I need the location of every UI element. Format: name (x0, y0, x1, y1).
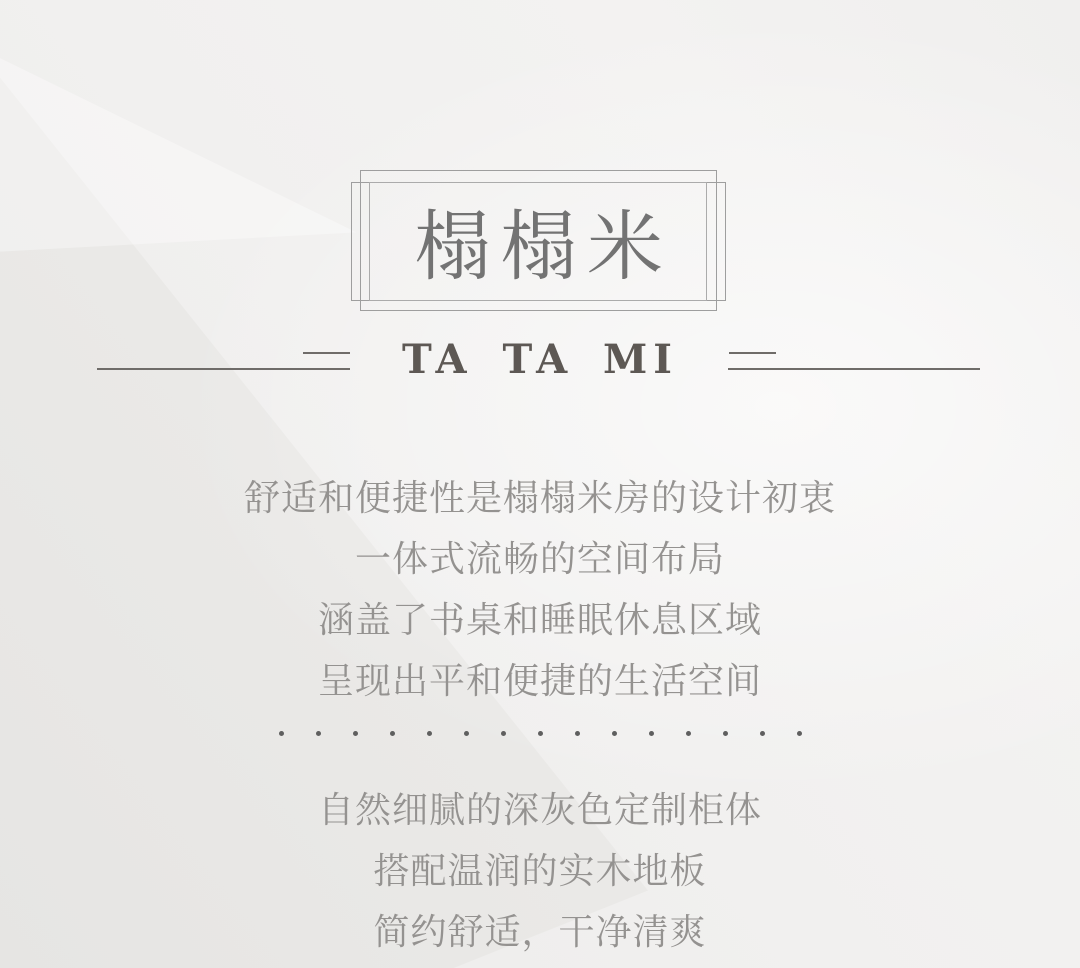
subtitle-rule-right-short (729, 352, 776, 354)
page-subtitle: TA TA MI (401, 336, 679, 383)
dot (575, 731, 580, 736)
dot (649, 731, 654, 736)
dot (464, 731, 469, 736)
dot (686, 731, 691, 736)
dot (316, 731, 321, 736)
dot (612, 731, 617, 736)
intro-line-2: 一体式流畅的空间布局 (354, 539, 725, 580)
detail-line-2: 搭配温润的实木地板 (373, 851, 707, 892)
dot (760, 731, 765, 736)
dotted-separator (0, 731, 1080, 736)
dot (538, 731, 543, 736)
dot (390, 731, 395, 736)
page-title: 榻榻米 (415, 201, 673, 291)
intro-line-4: 呈现出平和便捷的生活空间 (317, 661, 762, 702)
dot (427, 731, 432, 736)
intro-line-3: 涵盖了书桌和睡眠休息区域 (317, 600, 762, 641)
detail-line-1: 自然细腻的深灰色定制柜体 (317, 790, 762, 831)
intro-line-1: 舒适和便捷性是榻榻米房的设计初衷 (243, 478, 836, 519)
dot (279, 731, 284, 736)
dot (797, 731, 802, 736)
subtitle-rule-right-long (728, 368, 980, 370)
dot (353, 731, 358, 736)
dot (501, 731, 506, 736)
dot (723, 731, 728, 736)
detail-line-3: 简约舒适，干净清爽 (373, 912, 707, 953)
